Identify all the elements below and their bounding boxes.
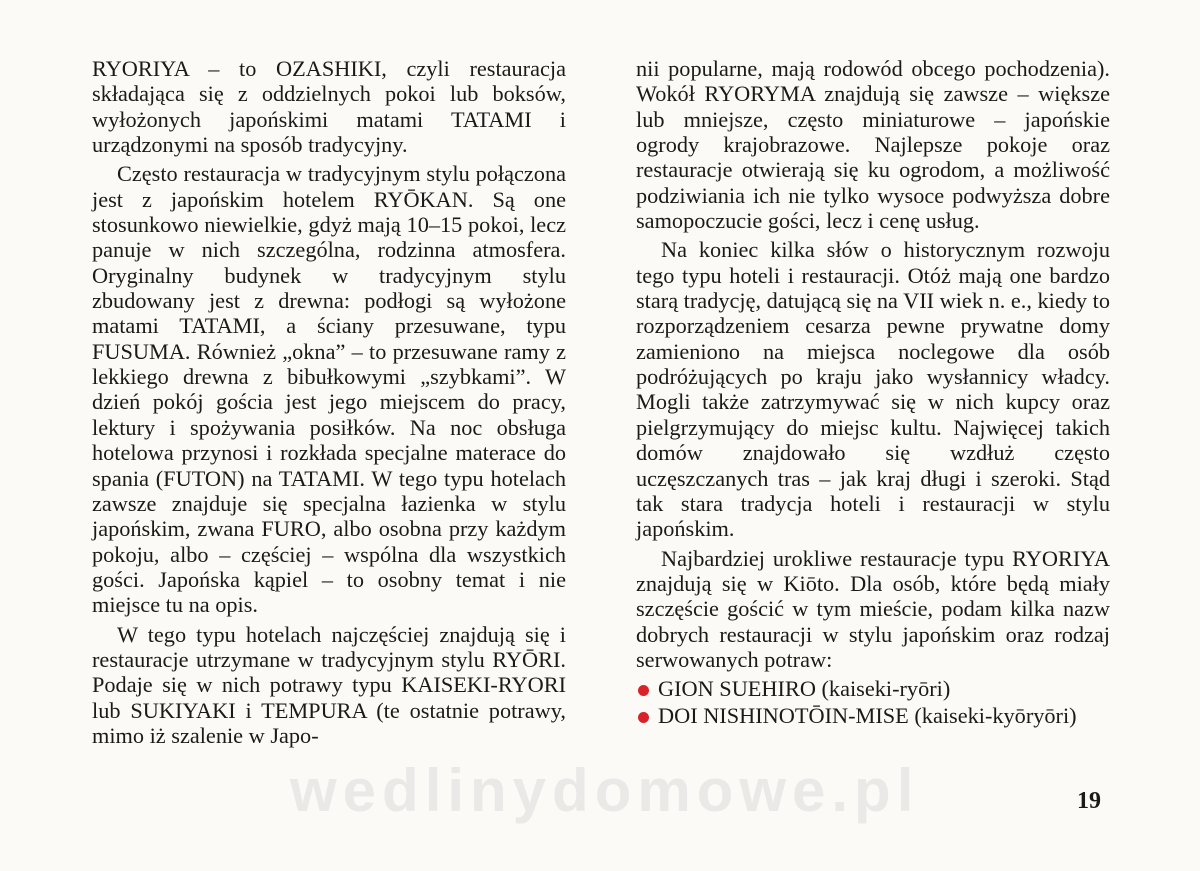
paragraph: Często restauracja w tradycyjnym stylu połączona jest z japońskim hotelem RYŌKAN. Są one stosunkowo niewielkie, gdyż mają 10–15 pokoi, lecz panuje w nich szczególna, rodzinna atmosfera. Oryginalny budynek w tradycyjnym stylu zbudowany jest z drewna: podłogi są wyłożone matami TATAMI, a ściany przesuwane, typu FUSUMA. Również „okna” – to przesuwane ramy z lekkiego drewna z bibułkowymi „szybkami”. W dzień pokój gościa jest jego miejscem do pracy, lektury i spożywania posiłków. Na noc obsługa hotelowa przynosi i rozkłada specjalne materace do spania (FUTON) na TATAMI. W tego typu hotelach zawsze znajduje się specjalna łazienka w stylu japońskim, zwana FURO, albo osobna przy każdym pokoju, albo – częściej – wspólna dla wszystkich gości. Japońska kąpiel – to osobny temat i nie miejsce tu na opis. — [92, 161, 566, 618]
red-bullet-icon — [638, 685, 649, 696]
left-column — [92, 56, 566, 752]
page-number: 19 — [1077, 788, 1101, 814]
red-bullet-icon — [638, 712, 649, 723]
list-item — [636, 676, 1110, 701]
right-column — [636, 56, 1110, 729]
list-item-text: GION SUEHIRO (kaiseki-ryōri) — [658, 676, 951, 702]
paragraph: Na koniec kilka słów o historycznym rozwoju tego typu hoteli i restauracji. Otóż mają one bardzo starą tradycję, datującą się na VII wiek n. e., kiedy to rozporządzeniem cesarza pewne prywatne domy zamieniono na miejsca noclegowe dla osób podróżujących po kraju jako wysłannicy władcy. Mogli także zatrzymywać się w nich kupcy oraz pielgrzymujący do miejsc kultu. Najwięcej takich domów znajdowało się wzdłuż często uczęszczanych tras – jak kraj długi i szeroki. Stąd tak stara tradycja hoteli i restauracji w stylu japońskim. — [636, 237, 1110, 542]
paragraph: Najbardziej urokliwe restauracje typu RYORIYA znajdują się w Kiōto. Dla osób, które będą miały szczęście gościć w tym mieście, podam kilka nazw dobrych restauracji w stylu japońskim oraz rodzaj serwowanych potraw: — [636, 545, 1110, 672]
restaurant-list — [636, 676, 1110, 728]
paragraph: nii popularne, mają rodowód obcego pochodzenia). Wokół RYORYMA znajdują się zawsze – większe lub mniejsze, często miniaturowe – japońskie ogrody krajobrazowe. Najlepsze pokoje oraz restauracje otwierają się ku ogrodom, a możliwość podziwiania ich nie tylko wysoce podwyższa dobre samopoczucie gości, lecz i cenę usług. — [636, 56, 1110, 234]
list-item — [636, 703, 1110, 728]
watermark: wedlinydomowe.pl — [290, 757, 920, 824]
paragraph: W tego typu hotelach najczęściej znajdują się i restauracje utrzymane w tradycyjnym stylu RYŌRI. Podaje się w nich potrawy typu KAISEKI-RYORI lub SUKIYAKI i TEMPURA (te ostatnie potrawy, mimo iż szalenie w Japo- — [92, 621, 566, 748]
paragraph: RYORIYA – to OZASHIKI, czyli restauracja składająca się z oddzielnych pokoi lub boksów, wyłożonych japońskimi matami TATAMI i urządzonymi na sposób tradycyjny. — [92, 56, 566, 158]
list-item-text: DOI NISHINOTŌIN-MISE (kaiseki-kyōryōri) — [658, 702, 1077, 728]
